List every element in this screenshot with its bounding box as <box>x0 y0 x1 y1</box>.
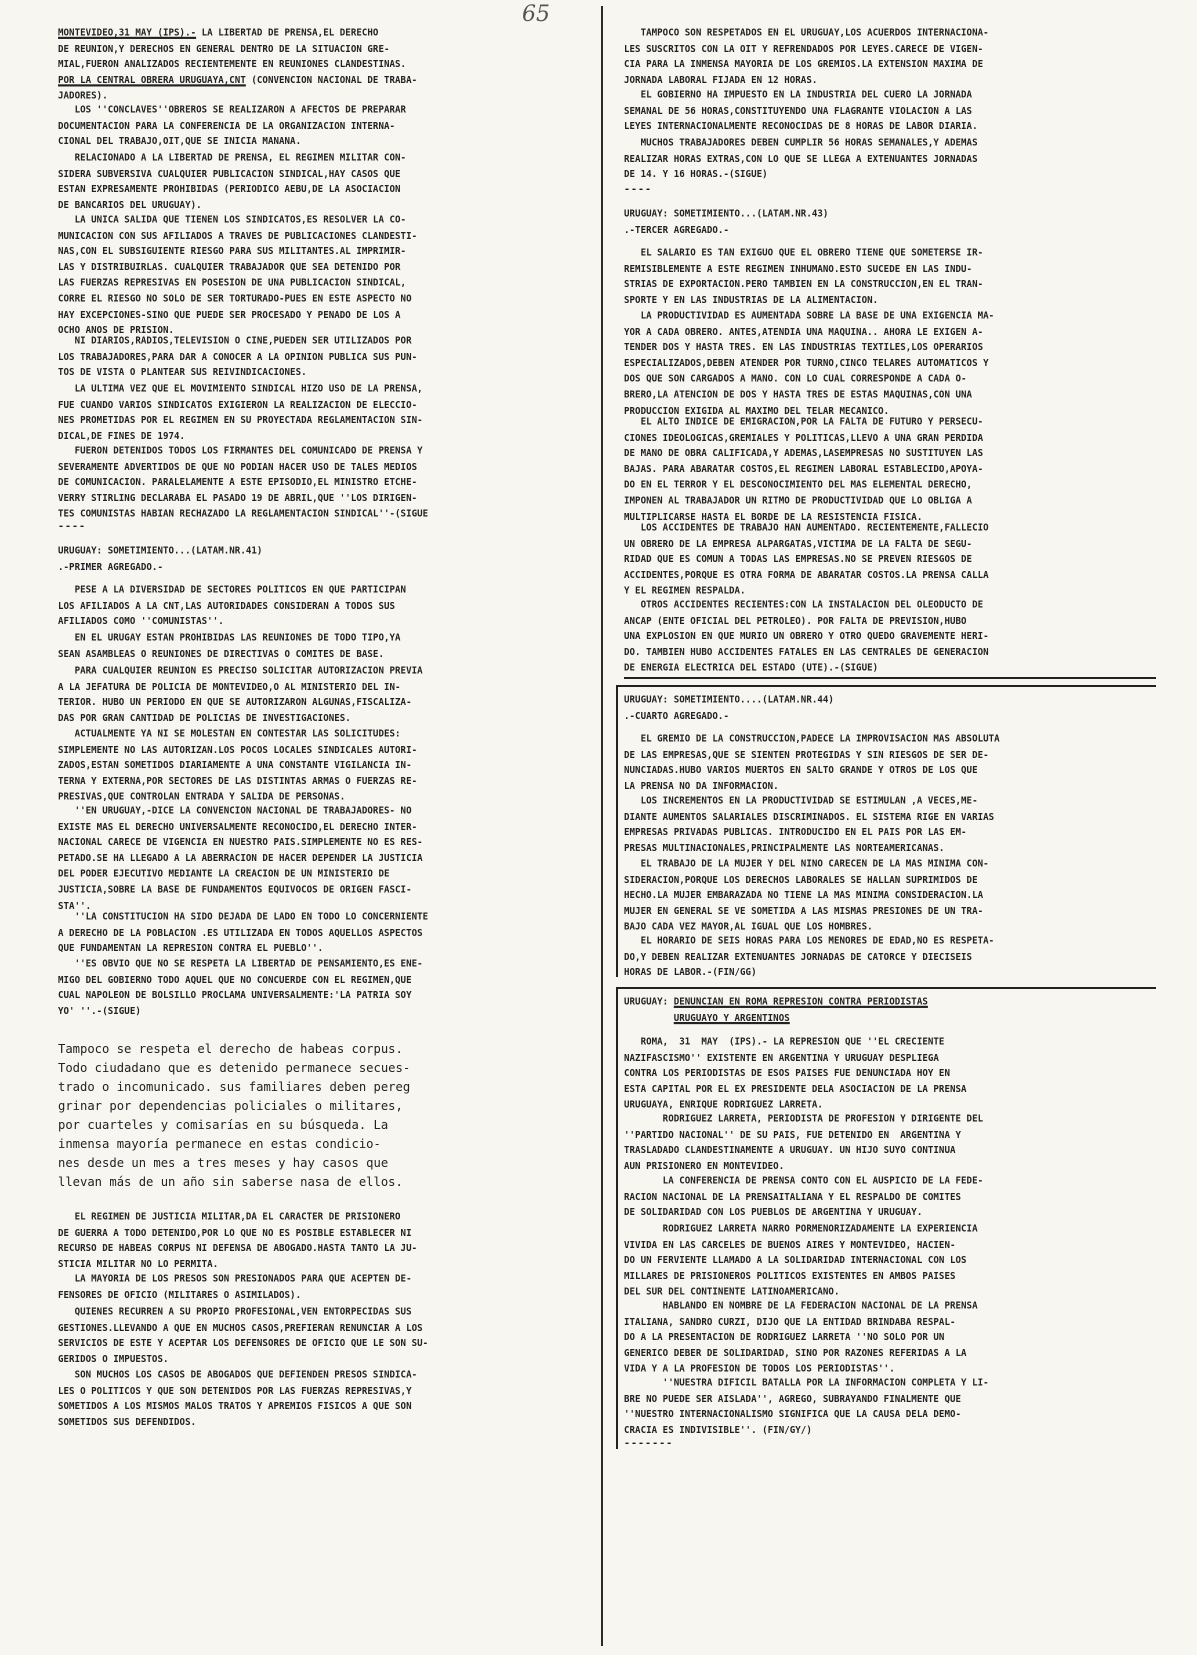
section-box <box>616 987 1156 1449</box>
paragraph: RODRIGUEZ LARRETA NARRO PORMENORIZADAMENTE LA EXPERIENCIA VIVIDA EN LAS CARCELES DE BUENOS AIRES Y MONTEVIDEO, HACIEN- DO UN FERVIENTE LLAMADO A LA SOLIDARIDAD INTERNACIONAL CON LOS MILLARES DE PRISIONEROS POLITICOS EXISTENTES EN AMBOS PAISES DEL SUR DEL CONTINENTE LATINOAMERICANO. <box>624 1223 978 1298</box>
paragraph: ''ES OBVIO QUE NO SE RESPETA LA LIBERTAD DE PENSAMIENTO,ES ENE- MIGO DEL GOBIERNO TODO AQUEL QUE NO CONCUERDE CON EL REGIMEN,QUE CUAL NAPOLEON DE BOLSILLO PROCLAMA UNIVERSALMENTE:'LA PATRIA SOY YO' ''.-(SIGUE) <box>58 959 423 1018</box>
paragraph: EL GREMIO DE LA CONSTRUCCION,PADECE LA IMPROVISACION MAS ABSOLUTA DE LAS EMPRESAS,QUE SE SIENTEN PROTEGIDAS Y SIN RIESGOS DE SER DE- NUNCIADAS.HUBO VARIOS MUERTOS EN SALTO GRANDE Y OTROS DE LOS QUE LA PRENSA NO DA INFORMACION. <box>624 734 1000 793</box>
paragraph: LOS INCREMENTOS EN LA PRODUCTIVIDAD SE ESTIMULAN ,A VECES,ME- DIANTE AUMENTOS SALARIALES DISCRIMINADOS. EL SISTEMA RIGE EN VARIAS EMPRESAS PRIVADAS PUBLICAS. INTRODUCIDO EN EL PAIS POR LAS EM- PRESAS MULTINACIONALES,PRINCIPALMENTE LAS NORTEAMERICANAS. <box>624 796 995 855</box>
paragraph: LA ULTIMA VEZ QUE EL MOVIMIENTO SINDICAL HIZO USO DE LA PRENSA, FUE CUANDO VARIOS SINDICATOS EXIGIERON LA REALIZACION DE ELECCIO- NES PROMETIDAS POR EL REGIMEN EN SU PROYECTADA REGLAMENTACION SIN- DICAL,DE FINES DE 1974. <box>58 383 423 442</box>
paragraph: LA CONFERENCIA DE PRENSA CONTO CON EL AUSPICIO DE LA FEDE- RACION NACIONAL DE LA PRENSAITALIANA Y EL RESPALDO DE COMITES DE SOLIDARIDAD CON LOS PUEBLOS DE ARGENTINA Y URUGUAY. <box>624 1176 984 1219</box>
right-column <box>624 26 1156 1457</box>
paragraph: LA MAYORIA DE LOS PRESOS SON PRESIONADOS PARA QUE ACEPTEN DE- FENSORES DE OFICIO (MILITARES O ASIMILADOS). <box>58 1274 412 1301</box>
paragraph: ''LA CONSTITUCION HA SIDO DEJADA DE LADO EN TODO LO CONCERNIENTE A DERECHO DE LA POBLACION .ES UTILIZADA EN TODOS AQUELLOS ASPECTOS QUE FUNDAMENTAN LA REPRESION CONTRA EL PUEBLO''. <box>58 911 429 955</box>
paragraph: LA PRODUCTIVIDAD ES AUMENTADA SOBRE LA BASE DE UNA EXIGENCIA MA- YOR A CADA OBRERO. ANTES,ATENDIA UNA MAQUINA.. AHORA LE EXIGEN A- TENDER DOS Y HASTA TRES. EN LAS INDUSTRIAS TEXTILES,LOS OPERARIOS ESPECIALIZADOS,DEBEN ATENDER POR TURNO,CINCO TELARES AUTOMATICOS Y DOS QUE SON CARGADOS A MANO. CON LO CUAL CORRESPONDE A CADA O- BRERO,LA ATENCION DE DOS Y HASTA TRES DE ESTAS MAQUINAS,CON UNA PRODUCCION EXIGIDA AL MAXIMO DEL TELAR MECANICO. <box>624 310 995 417</box>
paragraph: FUERON DETENIDOS TODOS LOS FIRMANTES DEL COMUNICADO DE PRENSA Y SEVERAMENTE ADVERTIDOS DE QUE NO PODIAN HACER USO DE TALES MEDIOS DE COMUNICACION. PARALELAMENTE A ESTE EPISODIO,EL MINISTRO ETCHE- VERRY STIRLING DECLARABA EL PASADO 19 DE ABRIL,QUE ''LOS DIRIGEN- TES COMUNISTAS HABIAN RECHAZADO LA REGLAMENTACION SINDICAL''-(SIGUE <box>58 446 429 521</box>
paragraph: ROMA, 31 MAY (IPS).- LA REPRESION QUE ''EL CRECIENTE NAZIFASCISMO'' EXISTENTE EN ARGENTINA Y URUGUAY DESPLIEGA CONTRA LOS PERIODISTAS DE ESOS PAISES FUE DENUNCIADA HOY EN ESTA CAPITAL POR EL EX PRESIDENTE DELA ASOCIACION DE LA PRENSA URUGUAYA, ENRIQUE RODRIGUEZ LARRETA. <box>624 1036 967 1111</box>
left-column <box>58 26 590 1430</box>
paragraph: SON MUCHOS LOS CASOS DE ABOGADOS QUE DEFIENDEN PRESOS SINDICA- LES O POLITICOS Y QUE SON DETENIDOS POR LAS FUERZAS REPRESIVAS,Y SOMETIDOS A LOS MISMOS MALOS TRATOS Y APREMIOS FISICOS A QUE SON SOMETIDOS SUS DEFENDIDOS. <box>58 1369 418 1428</box>
handwritten-page-number: 65 <box>522 2 550 27</box>
paragraph: EL ALTO INDICE DE EMIGRACION,POR LA FALTA DE FUTURO Y PERSECU- CIONES IDEOLOGICAS,GREMIALES Y POLITICAS,LLEVO A UNA GRAN PERDIDA DE MANO DE OBRA CALIFICADA,Y ADEMAS,LASEMPRESAS NO SUSTITUYEN LAS BAJAS. PARA ABARATAR COSTOS,EL REGIMEN LABORAL ESTABLECIDO,APOYA- DO EN EL TERROR Y EL DESCONOCIMIENTO DEL MAS ELEMENTAL DERECHO, IMPONEN AL TRABAJADOR UN RITMO DE PRODUCTIVIDAD QUE LO OBLIGA A MULTIPLICARSE HASTA EL BORDE DE LA RESISTENCIA FISICA. <box>624 416 984 523</box>
paragraph: EL SALARIO ES TAN EXIGUO QUE EL OBRERO TIENE QUE SOMETERSE IR- REMISIBLEMENTE A ESTE REGIMEN INHUMANO.ESTO SUCEDE EN LAS INDU- STRIAS DE EXPORTACION.PERO TAMBIEN EN LA CONSTRUCCION,EN EL TRAN- SPORTE Y EN LAS INDUSTRIAS DE LA ALIMENTACION. <box>624 248 984 307</box>
paragraph: EL GOBIERNO HA IMPUESTO EN LA INDUSTRIA DEL CUERO LA JORNADA SEMANAL DE 56 HORAS,CONSTITUYENDO UNA FLAGRANTE VIOLACION A LAS LEYES INTERNACIONALMENTE RECONOCIDAS DE 8 HORAS DE LABOR DIARIA. <box>624 90 978 133</box>
section-rule <box>624 677 1156 679</box>
separator-dashes: ---- <box>58 521 87 532</box>
separator-dashes: ---- <box>624 183 653 195</box>
paragraph: ''NUESTRA DIFICIL BATALLA POR LA INFORMACION COMPLETA Y LI- BRE NO PUEDE SER AISLADA'', AGREGO, SUBRAYANDO FINALMENTE QUE ''NUESTRO INTERNACIONALISMO SIGNIFICA QUE LA CAUSA DELA DEMO- CRACIA ES INDIVISIBLE''. (FIN/GY/) <box>624 1377 989 1436</box>
paragraph: TAMPOCO SON RESPETADOS EN EL URUGUAY,LOS ACUERDOS INTERNACIONA- LES SUSCRITOS CON LA OIT Y REFRENDADOS POR LEYES.CARECE DE VIGEN- CIA PARA LA INMENSA MAYORIA DE LOS GREMIOS.LA EXTENSION MAXIMA DE JORNADA LABORAL FIJADA EN 12 HORAS. <box>624 28 989 87</box>
paragraph: ''EN URUGUAY,-DICE LA CONVENCION NACIONAL DE TRABAJADORES- NO EXISTE MAS EL DERECHO UNIVERSALMENTE RECONOCIDO,EL DERECHO INTER- NACIONAL CARECE DE VIGENCIA EN NUESTRO PAIS.SIMPLEMENTE NO ES RES- PETADO.SE HA LLEGADO A LA ABERRACION DE HACER DEPENDER LA JUSTICIA DEL PODER EJECUTIVO MEDIANTE LA CREACION DE UN MINISTERIO DE JUSTICIA,SOBRE LA BASE DE FUNDAMENTOS EQUIVOCOS DE ORIGEN FASCI- STA''. <box>58 805 423 912</box>
paragraph: NI DIARIOS,RADIOS,TELEVISION O CINE,PUEDEN SER UTILIZADOS POR LOS TRABAJADORES,PARA DAR A CONOCER A LA OPINION PUBLICA SUS PUN- TOS DE VISTA O PLANTEAR SUS REIVINDICACIONES. <box>58 336 418 379</box>
section-slug: URUGUAY: SOMETIMIENTO...(LATAM.NR.41) .-PRIMER AGREGADO.- <box>58 546 263 573</box>
column-divider <box>601 6 603 1646</box>
article-lead: MONTEVIDEO,31 MAY (IPS).- LA LIBERTAD DE PRENSA,EL DERECHO DE REUNION,Y DERECHOS EN GENERAL DENTRO DE LA SITUACION GRE- MIAL,FUERON ANALIZADOS RECIENTEMENTE EN REUNIONES CLANDESTINAS. POR LA CENTRAL OBRERA URUGUAYA,CNT (CONVENCION NACIONAL DE TRABA- JADORES). <box>58 28 418 103</box>
dateline: MONTEVIDEO,31 MAY (IPS).- <box>58 28 197 39</box>
paragraph: EL REGIMEN DE JUSTICIA MILITAR,DA EL CARACTER DE PRISIONERO DE GUERRA A TODO DETENIDO,POR LO QUE NO ES POSIBLE ESTABLECER NI RECURSO DE HABEAS CORPUS NI DEFENSA DE ABOGADO.HASTA TANTO LA JU- STICIA MILITAR NO LO PERMITA. <box>58 1211 418 1271</box>
paragraph: HABLANDO EN NOMBRE DE LA FEDERACION NACIONAL DE LA PRENSA ITALIANA, SANDRO CURZI, DIJO QUE LA ENTIDAD BRINDABA RESPAL- DO A LA PRESENTACION DE RODRIGUEZ LARRETA ''NO SOLO POR UN GENERICO DEBER DE SOLIDARIDAD, SINO POR RAZONES REFERIDAS A LA VIDA Y A LA PROFESION DE TODOS LOS PERIODISTAS''. <box>624 1300 978 1375</box>
underlined-phrase: POR LA CENTRAL OBRERA URUGUAYA,CNT <box>58 75 246 87</box>
paragraph: ACTUALMENTE YA NI SE MOLESTAN EN CONTESTAR LAS SOLICITUDES: SIMPLEMENTE NO LAS AUTORIZAN.LOS POCOS LOCALES SINDICALES AUTORI- ZADOS,ESTAN SOMETIDOS DIARIAMENTE A UNA CONSTANTE VIGILANCIA IN- TERNA Y EXTERNA,POR SECTORES DE LAS DISTINTAS ARMAS O FUERZAS RE- PRESIVAS,QUE CONTROLAN ENTRADA Y SALIDA DE PERSONAS. <box>58 728 418 803</box>
paragraph: OTROS ACCIDENTES RECIENTES:CON LA INSTALACION DEL OLEODUCTO DE ANCAP (ENTE OFICIAL DEL PETROLEO). POR FALTA DE PREVISION,HUBO UNA EXPLOSION EN QUE MURIO UN OBRERO Y OTRO QUEDO GRAVEMENTE HERI- DO. TAMBIEN HUBO ACCIDENTES FATALES EN LAS CENTRALES DE GENERACION DE ENERGIA ELECTRICA DEL ESTADO (UTE).-(SIGUE) <box>624 599 989 674</box>
pasted-insert-text: Tampoco se respeta el derecho de habeas corpus. Todo ciudadano que es detenido permanece secues- trado o incomunicado. sus familiares deben pereg grinar por dependencias policiales o militares, por cuarteles y comisarías en su búsqueda. La inmensa mayoría permanece en estas condicio- nes desde un mes a tres meses y hay casos que llevan más de un año sin saberse nasa de ellos. <box>58 1041 411 1189</box>
paragraph: EL HORARIO DE SEIS HORAS PARA LOS MENORES DE EDAD,NO ES RESPETA- DO,Y DEBEN REALIZAR EXTENUANTES JORNADAS DE CATORCE Y DIECISEIS HORAS DE LABOR.-(FIN/GG) <box>624 935 995 979</box>
section-headline: URUGUAY: DENUNCIAN EN ROMA REPRESION CONTRA PERIODISTAS URUGUAYO Y ARGENTINOS <box>624 997 928 1025</box>
section-slug: URUGUAY: SOMETIMIENTO....(LATAM.NR.44) .-CUARTO AGREGADO.- <box>624 694 834 722</box>
paragraph: EL TRABAJO DE LA MUJER Y DEL NINO CARECEN DE LA MAS MINIMA CON- SIDERACION,PORQUE LOS DERECHOS LABORALES SE HALLAN SUPRIMIDOS DE HECHO.LA MUJER EMBARAZADA NO TIENE LA MAS MINIMA CONSIDERACION.LA MUJER EN GENERAL SE VE SOMETIDA A LAS MISMAS PRESIONES DE UN TRA- BAJO CADA VEZ MAYOR,AL IGUAL QUE LOS HOMBRES. <box>624 858 989 933</box>
paragraph: LOS ACCIDENTES DE TRABAJO HAN AUMENTADO. RECIENTEMENTE,FALLECIO UN OBRERO DE LA EMPRESA ALPARGATAS,VICTIMA DE LA FALTA DE SEGU- RIDAD QUE ES COMUN A TODAS LAS EMPRESAS.NO SE PREVEN RIESGOS DE ACCIDENTES,PORQUE ES OTRA FORMA DE ABARATAR COSTOS.LA PRENSA CALLA Y EL REGIMEN RESPALDA. <box>624 522 989 597</box>
paragraph: PESE A LA DIVERSIDAD DE SECTORES POLITICOS EN QUE PARTICIPAN LOS AFILIADOS A LA CNT,LAS AUTORIDADES CONSIDERAN A TODOS SUS AFILIADOS COMO ''COMUNISTAS''. <box>58 585 407 628</box>
paragraph: PARA CUALQUIER REUNION ES PRECISO SOLICITAR AUTORIZACION PREVIA A LA JEFATURA DE POLICIA DE MONTEVIDEO,O AL MINISTERIO DEL IN- TERIOR. HUBO UN PERIODO EN QUE SE AUTORIZARON ALGUNAS,FISCALIZA- DAS POR GRAN CANTIDAD DE POLICIAS DE INVESTIGACIONES. <box>58 666 423 725</box>
paragraph: EN EL URUGAY ESTAN PROHIBIDAS LAS REUNIONES DE TODO TIPO,YA SEAN ASAMBLEAS O REUNIONES DE DIRECTIVAS O COMITES DE BASE. <box>58 633 401 660</box>
section-box <box>616 685 1156 978</box>
section-slug: URUGUAY: SOMETIMIENTO...(LATAM.NR.43) .-TERCER AGREGADO.- <box>624 209 829 236</box>
paragraph: LOS ''CONCLAVES''OBREROS SE REALIZARON A AFECTOS DE PREPARAR DOCUMENTACION PARA LA CONFERENCIA DE LA ORGANIZACION INTERNA- CIONAL DEL TRABAJO,OIT,QUE SE INICIA MANANA. <box>58 105 407 148</box>
paragraph: QUIENES RECURREN A SU PROPIO PROFESIONAL,VEN ENTORPECIDAS SUS GESTIONES.LLEVANDO A QUE EN MUCHOS CASOS,PREFIERAN RENUNCIAR A LOS SERVICIOS DE ESTE Y ACEPTAR LOS DEFENSORES DE OFICIO QUE LE SON SU- GERIDOS O IMPUESTOS. <box>58 1307 429 1366</box>
paragraph: RODRIGUEZ LARRETA, PERIODISTA DE PROFESION Y DIRIGENTE DEL ''PARTIDO NACIONAL'' DE SU PAIS, FUE DETENIDO EN ARGENTINA Y TRASLADADO CLANDESTINAMENTE A URUGUAY. UN HIJO SUYO CONTINUA AUN PRISIONERO EN MONTEVIDEO. <box>624 1113 984 1172</box>
paragraph: MUCHOS TRABAJADORES DEBEN CUMPLIR 56 HORAS SEMANALES,Y ADEMAS REALIZAR HORAS EXTRAS,CON LO QUE SE LLEGA A EXTENUANTES JORNADAS DE 14. Y 16 HORAS.-(SIGUE) <box>624 138 978 181</box>
paragraph: RELACIONADO A LA LIBERTAD DE PRENSA, EL REGIMEN MILITAR CON- SIDERA SUBVERSIVA CUALQUIER PUBLICACION SINDICAL,HAY CASOS QUE ESTAN EXPRESAMENTE PROHIBIDAS (PERIODICO AEBU,DE LA ASOCIACION DE BANCARIOS DEL URUGUAY). <box>58 152 407 211</box>
paragraph: LA UNICA SALIDA QUE TIENEN LOS SINDICATOS,ES RESOLVER LA CO- MUNICACION CON SUS AFILIADOS A TRAVES DE PUBLICACIONES CLANDESTI- NAS,CON EL SUBSIGUIENTE RIESGO PARA SUS MILITANTES.AL IMPRIMIR- LAS Y DISTRIBUIRLAS. CUALQUIER TRABAJADOR QUE SEA DETENIDO POR LAS FUERZAS REPRESIVAS EN POSESION DE UNA PUBLICACION SINDICAL, CORRE EL RIESGO NO SOLO DE SER TORTURADO-PUES EN ESTE ASPECTO NO HAY EXCEPCIONES-SINO QUE PUEDE SER PROCESADO Y PENADO DE LOS A OCHO ANOS DE PRISION. <box>58 215 418 337</box>
separator-dashes: ------- <box>624 1438 674 1450</box>
